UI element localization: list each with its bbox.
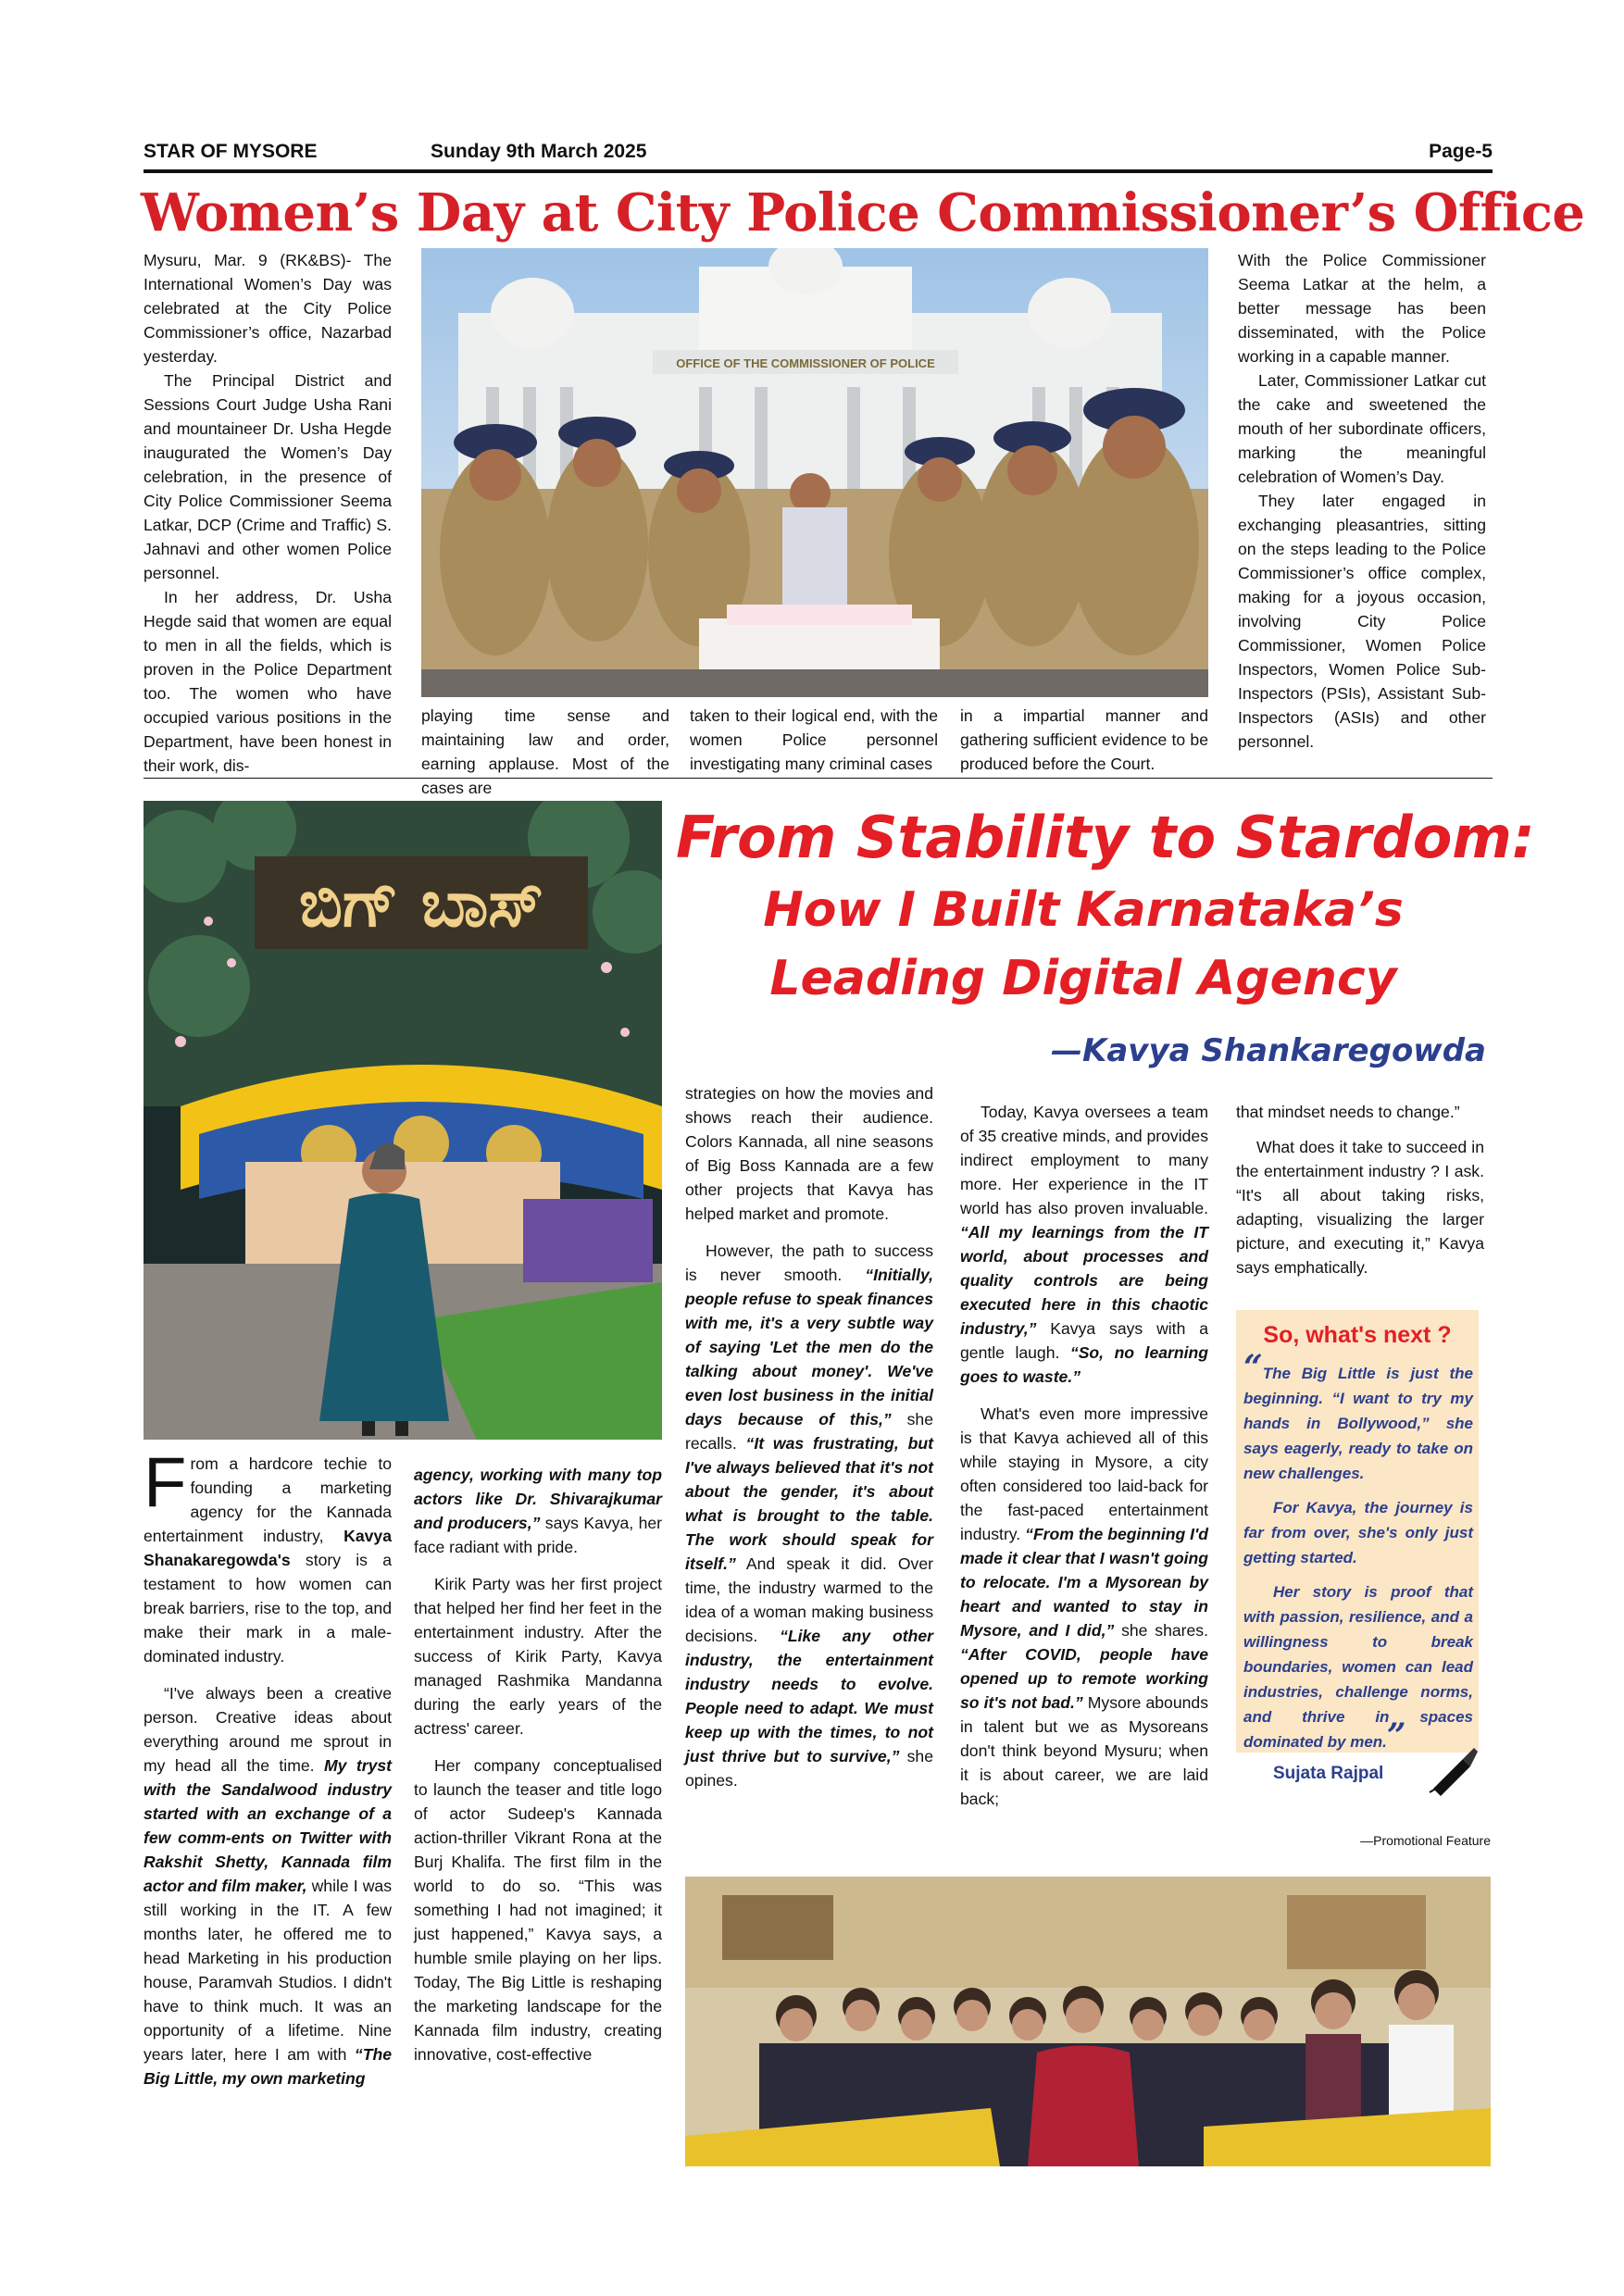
article1-right-column bbox=[1238, 248, 1486, 754]
section-divider bbox=[144, 778, 1493, 779]
col3-p2-text-a: However, the path to success is never smooth. bbox=[685, 1242, 933, 1284]
dropcap-letter: F bbox=[144, 1443, 187, 1522]
open-quote-icon: “ bbox=[1243, 1348, 1263, 1387]
col4-p1-text-a: Today, Kavya oversees a team of 35 creative minds, and provides indirect employment to many more. Her experience in the IT world has also proven invaluable. bbox=[960, 1103, 1208, 1217]
promotional-feature-tag: —Promotional Feature bbox=[1360, 1833, 1491, 1848]
col4-p2-emph: “From the beginning I'd made it clear that I wasn't going to relocate. I'm a Mysorean by heart and wanted to stay in Mysore, and I did,” bbox=[960, 1525, 1209, 1640]
whats-next-body bbox=[1243, 1348, 1473, 1764]
box-p2: For Kavya, the journey is far from over, she's only just getting started. bbox=[1243, 1499, 1473, 1566]
box-p1-quote: “I want to try my hands in Bollywood,” bbox=[1243, 1390, 1473, 1432]
col4-p2-text-c: Mysore abounds in talent but we as Mysoreans don't think beyond Mysuru; when it is about career, we are laid back; bbox=[960, 1693, 1208, 1808]
bigg-boss-stage-photo bbox=[144, 801, 662, 1440]
article2-column4 bbox=[960, 1100, 1208, 1811]
col1-p1-bold: Kavya Shanakaregowda's bbox=[144, 1527, 392, 1569]
masthead-paper: STAR OF MYSORE bbox=[144, 141, 318, 162]
article2-column2 bbox=[414, 1463, 662, 2066]
article1-under-photo-p1: playing time sense and maintaining law and order, earning applause. Most of the cases are bbox=[421, 706, 669, 797]
col1-p2-text-b: while I was still working in the IT. A few months later, he offered me to head Marketing in his production house, Paramvah Studios. I didn't have to think much. It was an opportunity of a lifetime. Nine years later, here I am with bbox=[144, 1877, 392, 2064]
article1-left-p1: Mysuru, Mar. 9 (RK&BS)- The International Women’s Day was celebrated at the City Police Commissioner’s office, Nazarbad yesterday. bbox=[144, 251, 392, 366]
col3-p2-emph3: “Like any other industry, the entertainment industry needs to evolve. People need to adapt. We must keep up with the times, to not just thrive but to survive,” bbox=[685, 1627, 933, 1766]
whats-next-title: So, what's next ? bbox=[1263, 1322, 1452, 1348]
col3-p2-text-c: And speak it did. Over time, the industry warmed to the idea of a woman making business decisions. bbox=[685, 1554, 933, 1645]
col1-p2-emph: My tryst with the Sandalwood industry started with an exchange of a few comm-ents on Twitter with Rakshit Shetty, Kannada film actor and film maker, bbox=[144, 1756, 392, 1895]
col3-p2-emph2: “It was frustrating, but I've always believed that it's not about the gender, it's about what is brought to the table. The work should speak for itself.” bbox=[685, 1434, 933, 1573]
article2-col4-p1 bbox=[960, 1100, 1208, 1389]
col1-p1-text-a: rom a hardcore techie to founding a marketing agency for the Kannada entertainment industry, bbox=[144, 1454, 392, 1545]
col4-p2-text-a: What's even more impressive is that Kavya achieved all of this while staying in Mysore, a city often considered too laid-back for the fast-paced entertainment industry. bbox=[960, 1404, 1208, 1543]
fountain-pen-icon bbox=[1426, 1741, 1481, 1796]
col4-p2-text-b: she shares. bbox=[1114, 1621, 1208, 1640]
photo-building-sign: OFFICE OF THE COMMISSIONER OF POLICE bbox=[676, 356, 935, 370]
col3-p2-text-d: she opines. bbox=[685, 1747, 933, 1790]
stage-photo-illustration bbox=[144, 801, 662, 1440]
box-p3-text: Her story is proof that with passion, resilience, and a willingness to break boundaries, women can lead industries, challenge norms, and thrive in spaces dominated by men. bbox=[1243, 1583, 1473, 1751]
col4-p1-emph2: “So, no learning goes to waste.” bbox=[960, 1343, 1208, 1386]
article1-under-photo-p3: in a impartial manner and gathering sufficient evidence to be produced before the Court. bbox=[960, 706, 1208, 773]
article2-column1 bbox=[144, 1443, 392, 2090]
article2-column3 bbox=[685, 1081, 933, 1792]
article2-col3-p1: strategies on how the movies and shows reach their audience. Colors Kannada, all nine seasons of Big Boss Kannada are a few other projects that Kavya has helped market and promote. bbox=[685, 1084, 933, 1223]
article2-byline: —Kavya Shankaregowda bbox=[1050, 1032, 1486, 1069]
article2-column5 bbox=[1236, 1100, 1484, 1279]
col4-p1-emph: “All my learnings from the IT world, about processes and quality controls are being executed here in this chaotic industry,” bbox=[960, 1223, 1208, 1338]
box-p1-text-a: The Big Little is just the beginning. bbox=[1243, 1365, 1473, 1407]
masthead-rule bbox=[144, 169, 1493, 173]
author-name: Sujata Rajpal bbox=[1273, 1764, 1384, 1783]
article2-col1-p2 bbox=[144, 1681, 392, 2090]
article1-left-p3: In her address, Dr. Usha Hegde said that women are equal to men in all the fields, which is proven in the Police Department too. The women who have occupied various positions in the Department, have been honest in their work, dis- bbox=[144, 588, 392, 775]
col1-p2-emph2: “The Big Little, my own marketing bbox=[144, 2045, 392, 2088]
box-p1 bbox=[1243, 1348, 1473, 1486]
article1-left-p2: The Principal District and Sessions Court Judge Usha Rani and mountaineer Dr. Usha Hegde inaugurated the Women’s Day celebration, in the presence of City Police Commissioner Seema Latkar, DCP (Crime and Traffic) S. Jahnavi and other women Police personnel. bbox=[144, 371, 392, 582]
article1-right-p1: With the Police Commissioner Seema Latkar at the helm, a better message has been disseminated, with the Police working in a capable manner. bbox=[1238, 251, 1486, 366]
close-quote-icon: ” bbox=[1386, 1716, 1406, 1755]
team-photo bbox=[685, 1877, 1491, 2166]
article1-under-photo-col2 bbox=[690, 704, 938, 776]
article2-headline-line2: How I Built Karnataka’s bbox=[763, 882, 1404, 938]
article2-col5-p1: that mindset needs to change.” bbox=[1236, 1103, 1460, 1121]
col4-p2-emph2: “After COVID, people have opened up to remote working so it's not bad.” bbox=[960, 1645, 1208, 1712]
article1-right-p3: They later engaged in exchanging pleasantries, sitting on the steps leading to the Police Commissioner’s office complex, making for a joyous occasion, involving City Police Commissioner, Women Police Inspectors, Women Police Sub-Inspectors (PSIs), Assistant Sub-Inspectors (ASIs) and other personnel. bbox=[1238, 492, 1486, 751]
col2-p1-emph: agency, working with many top actors like Dr. Shivarajkumar and producers,” bbox=[414, 1466, 662, 1532]
col3-p2-emph: “Initially, people refuse to speak finances with me, it's a very subtle way of saying 'Let the men do the talking about money'. We've even lost business in the initial days because of this,” bbox=[685, 1266, 933, 1429]
article2-headline-line1: From Stability to Stardom: bbox=[676, 804, 1535, 871]
box-p3 bbox=[1243, 1579, 1473, 1754]
col1-p2-text-a: “I've always been a creative person. Creative ideas about everything around me sprout in my head all the time. bbox=[144, 1684, 392, 1775]
article2-col4-p2 bbox=[960, 1402, 1208, 1811]
col2-p1-text: says Kavya, her face radiant with pride. bbox=[414, 1514, 662, 1556]
article2-headline-line3: Leading Digital Agency bbox=[769, 951, 1397, 1006]
article1-under-photo-p2: taken to their logical end, with the women Police personnel investigating many criminal cases bbox=[690, 706, 938, 773]
article2-col5-p2: What does it take to succeed in the entertainment industry ? I ask. “It's all about taking risks, adapting, visualizing the larger picture, and executing it,” Kavya says emphatically. bbox=[1236, 1138, 1484, 1277]
police-photo-illustration bbox=[421, 248, 1208, 697]
col1-p1-text-b: story is a testament to how women can break barriers, rise to the top, and make their mark in a male-dominated industry. bbox=[144, 1551, 392, 1666]
article1-under-photo-col1 bbox=[421, 704, 669, 800]
article2-col2-p3: Her company conceptualised to launch the teaser and title logo of actor Sudeep's Kannada action-thriller Vikrant Rona at the Burj Khalifa. The first film in the world to do so. “This was something I had not imagined; it just happened,” Kavya says, a humble smile playing on her lips. Today, The Big Little is reshaping the marketing landscape for the Kannada film industry, creating innovative, cost-effective bbox=[414, 1756, 662, 2064]
article1-headline: Women’s Day at City Police Commissioner’s Office bbox=[141, 182, 1585, 243]
article2-col3-p2 bbox=[685, 1239, 933, 1792]
police-womens-day-photo bbox=[421, 248, 1208, 697]
team-photo-illustration bbox=[685, 1877, 1491, 2166]
article1-under-photo-col3 bbox=[960, 704, 1208, 776]
masthead-date: Sunday 9th March 2025 bbox=[431, 141, 647, 162]
box-p1-text-b: she says eagerly, ready to take on new challenges. bbox=[1243, 1415, 1473, 1482]
col3-p2-text-b: she recalls. bbox=[685, 1410, 933, 1453]
article2-col2-p2: Kirik Party was her first project that helped her find her feet in the entertainment industry. After the success of Kirik Party, Kavya managed Rashmika Mandanna during the early years of the actress' career. bbox=[414, 1575, 662, 1738]
masthead-page: Page-5 bbox=[1429, 141, 1493, 162]
article1-right-p2: Later, Commissioner Latkar cut the cake and sweetened the mouth of her subordinate officers, marking the meaningful celebration of Women’s Day. bbox=[1238, 371, 1486, 486]
col4-p1-text-b: Kavya says with a gentle laugh. bbox=[960, 1319, 1208, 1362]
bigg-boss-sign: ಬಿಗ್ ಬಾಸ್ bbox=[298, 866, 544, 942]
article2-col2-p1 bbox=[414, 1463, 662, 1559]
article2-col1-p1 bbox=[144, 1443, 392, 1668]
article1-left-column bbox=[144, 248, 392, 778]
